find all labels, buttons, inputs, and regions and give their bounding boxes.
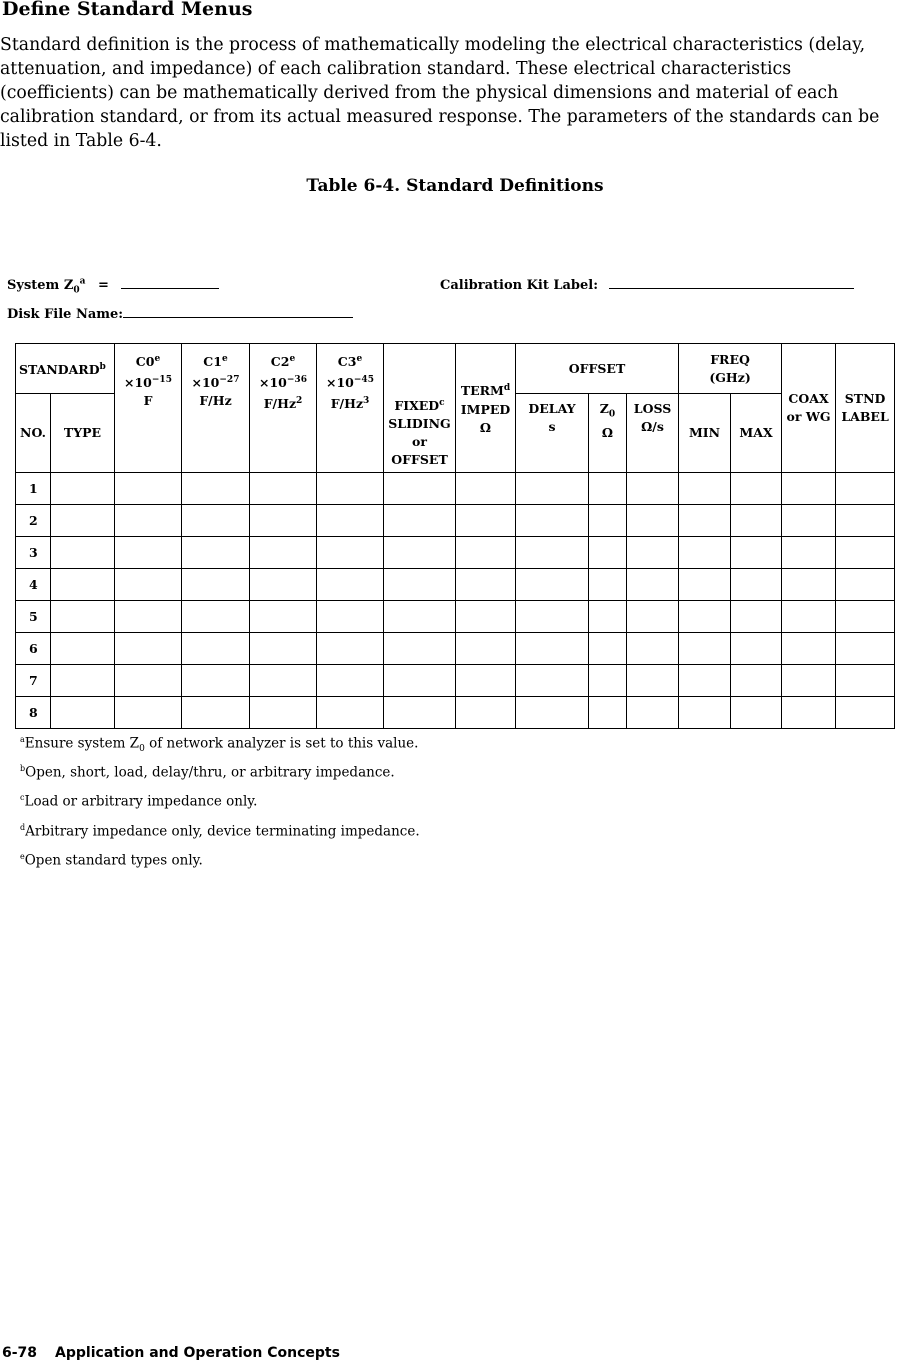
table-cell[interactable] <box>679 473 731 505</box>
footnote-text-tail: of network analyzer is set to this value. <box>144 735 419 752</box>
table-cell[interactable] <box>589 665 627 697</box>
table-cell[interactable] <box>115 697 182 729</box>
row-number: 7 <box>16 665 51 697</box>
header-c1: $C1^e$ $\times 10^{-27}$ F/Hz <box>182 344 250 473</box>
footer-title: Application and Operation Concepts <box>55 1345 340 1361</box>
table-cell[interactable] <box>317 697 384 729</box>
table-cell[interactable] <box>679 601 731 633</box>
row-number: 4 <box>16 569 51 601</box>
table-cell[interactable] <box>627 473 679 505</box>
header-loss: LOSS Ω/s <box>627 394 679 473</box>
table-cell[interactable] <box>782 473 836 505</box>
table-cell[interactable] <box>182 665 250 697</box>
table-cell[interactable] <box>679 505 731 537</box>
table-cell[interactable] <box>731 537 782 569</box>
table-cell[interactable] <box>115 665 182 697</box>
table-cell[interactable] <box>731 569 782 601</box>
table-cell[interactable] <box>115 601 182 633</box>
section-heading: Define Standard Menus <box>2 0 253 20</box>
table-cell[interactable] <box>516 569 589 601</box>
table-cell[interactable] <box>317 633 384 665</box>
table-cell[interactable] <box>627 665 679 697</box>
header-freq: FREQ (GHz) <box>679 344 782 394</box>
table-cell[interactable] <box>384 697 456 729</box>
table-cell[interactable] <box>456 537 516 569</box>
system-z0-blank[interactable] <box>121 276 219 289</box>
table-cell[interactable] <box>456 697 516 729</box>
row-number: 8 <box>16 697 51 729</box>
table-cell[interactable] <box>782 665 836 697</box>
table-cell[interactable] <box>516 473 589 505</box>
header-c2: $C2^e$ $\times 10^{-36}$ F/Hz$^2$ <box>250 344 317 473</box>
cal-kit-label-field: Calibration Kit Label: <box>440 276 854 293</box>
page-footer <box>2 1345 340 1361</box>
header-delay: DELAY s <box>516 394 589 473</box>
table-cell[interactable] <box>836 633 895 665</box>
footnote <box>20 788 420 817</box>
footnote-text: Open, short, load, delay/thru, or arbitrary impedance. <box>25 764 395 781</box>
table-cell[interactable] <box>182 537 250 569</box>
footnote <box>20 759 420 788</box>
table-row <box>16 601 895 633</box>
table-cell[interactable] <box>836 505 895 537</box>
header-offset: OFFSET <box>516 344 679 394</box>
table-cell[interactable] <box>589 633 627 665</box>
table-cell[interactable] <box>51 697 115 729</box>
table-cell[interactable] <box>51 569 115 601</box>
table-cell[interactable] <box>182 569 250 601</box>
table-cell[interactable] <box>627 505 679 537</box>
table-cell[interactable] <box>679 697 731 729</box>
table-cell[interactable] <box>456 633 516 665</box>
table-cell[interactable] <box>384 473 456 505</box>
table-cell[interactable] <box>589 601 627 633</box>
table-cell[interactable] <box>182 505 250 537</box>
header-standard: STANDARD$^b$ <box>16 344 115 394</box>
table-cell[interactable] <box>782 633 836 665</box>
table-cell[interactable] <box>679 569 731 601</box>
table-cell[interactable] <box>182 601 250 633</box>
footnote-text: Open standard types only. <box>24 852 203 869</box>
footnote-mark: b <box>20 764 26 774</box>
table-cell[interactable] <box>836 665 895 697</box>
table-cell[interactable] <box>627 537 679 569</box>
table-cell[interactable] <box>250 697 317 729</box>
table-cell[interactable] <box>782 537 836 569</box>
table-cell[interactable] <box>456 601 516 633</box>
table-cell[interactable] <box>836 697 895 729</box>
table-cell[interactable] <box>51 505 115 537</box>
table-cell[interactable] <box>384 633 456 665</box>
table-row <box>16 569 895 601</box>
table-cell[interactable] <box>627 697 679 729</box>
header-stnd-label: STND LABEL <box>836 344 895 473</box>
table-cell[interactable] <box>679 633 731 665</box>
table-cell[interactable] <box>384 537 456 569</box>
table-cell[interactable] <box>317 601 384 633</box>
table-cell[interactable] <box>456 473 516 505</box>
table-cell[interactable] <box>589 505 627 537</box>
standard-definitions-table <box>15 343 895 729</box>
table-cell[interactable] <box>627 569 679 601</box>
footnote-subscript: 0 <box>139 744 145 755</box>
table-cell[interactable] <box>250 633 317 665</box>
table-cell[interactable] <box>250 537 317 569</box>
system-z0-field: System $Z_0^a$ = <box>7 276 219 296</box>
table-cell[interactable] <box>516 537 589 569</box>
table-cell[interactable] <box>731 665 782 697</box>
header-term-imped: TERM$^d$ IMPED Ω <box>456 344 516 473</box>
header-type: TYPE <box>51 394 115 473</box>
table-cell[interactable] <box>782 697 836 729</box>
table-cell[interactable] <box>51 633 115 665</box>
table-cell[interactable] <box>51 665 115 697</box>
table-cell[interactable] <box>182 633 250 665</box>
table-cell[interactable] <box>456 505 516 537</box>
table-cell[interactable] <box>782 505 836 537</box>
table-row <box>16 665 895 697</box>
header-max: MAX <box>731 394 782 473</box>
table-cell[interactable] <box>731 697 782 729</box>
table-cell[interactable] <box>182 473 250 505</box>
table-row <box>16 505 895 537</box>
table-row <box>16 633 895 665</box>
table-cell[interactable] <box>250 569 317 601</box>
table-cell[interactable] <box>250 473 317 505</box>
intro-paragraph: Standard definition is the process of mathematically modeling the electrical characteristics (delay, attenuation, and impedance) of each calibration standard. These electrical characteristics (coefficients) can be mathematically derived from the physical dimensions and material of each calibration standard, or from its actual measured response. The parameters of the standards can be listed in Table 6-4. <box>0 35 880 151</box>
header-c0: $C0^e$ $\times 10^{-15}$ F <box>115 344 182 473</box>
footnote-text: Ensure system Z <box>24 735 140 752</box>
table-caption: Table 6-4. Standard Definitions <box>306 176 604 196</box>
table-cell[interactable] <box>516 601 589 633</box>
table-cell[interactable] <box>384 665 456 697</box>
table-cell[interactable] <box>250 665 317 697</box>
table-cell[interactable] <box>317 665 384 697</box>
row-number: 1 <box>16 473 51 505</box>
header-coax-wg: COAX or WG <box>782 344 836 473</box>
table-cell[interactable] <box>731 505 782 537</box>
footnote-text: Arbitrary impedance only, device terminating impedance. <box>25 823 420 840</box>
header-no: NO. <box>16 394 51 473</box>
table-cell[interactable] <box>589 537 627 569</box>
table-cell[interactable] <box>115 633 182 665</box>
table-row <box>16 537 895 569</box>
table-cell[interactable] <box>836 569 895 601</box>
table-row <box>16 697 895 729</box>
table-row <box>16 473 895 505</box>
footnote-text: Load or arbitrary impedance only. <box>24 793 258 810</box>
footnote-mark: d <box>20 822 26 832</box>
row-number: 6 <box>16 633 51 665</box>
table-cell[interactable] <box>589 473 627 505</box>
table-cell[interactable] <box>731 633 782 665</box>
table-body <box>16 473 895 729</box>
table-cell[interactable] <box>51 601 115 633</box>
header-c3: $C3^e$ $\times 10^{-45}$ F/Hz$^3$ <box>317 344 384 473</box>
row-number: 5 <box>16 601 51 633</box>
footnote <box>20 730 420 759</box>
table-cell[interactable] <box>115 473 182 505</box>
table-cell[interactable] <box>731 473 782 505</box>
footnote <box>20 818 420 847</box>
table-cell[interactable] <box>51 473 115 505</box>
table-cell[interactable] <box>516 505 589 537</box>
table-cell[interactable] <box>384 569 456 601</box>
table-cell[interactable] <box>731 601 782 633</box>
disk-file-name-blank[interactable] <box>123 305 353 318</box>
footnote-mark: e <box>20 851 25 861</box>
table-cell[interactable] <box>182 697 250 729</box>
cal-kit-label-blank[interactable] <box>609 276 854 289</box>
table-cell[interactable] <box>516 633 589 665</box>
table-cell[interactable] <box>317 537 384 569</box>
footnote-mark: c <box>20 793 25 803</box>
table-cell[interactable] <box>516 697 589 729</box>
row-number: 3 <box>16 537 51 569</box>
table-cell[interactable] <box>384 601 456 633</box>
table-cell[interactable] <box>456 665 516 697</box>
table-cell[interactable] <box>589 569 627 601</box>
disk-file-name-field: Disk File Name: <box>7 305 353 322</box>
table-cell[interactable] <box>516 665 589 697</box>
table-cell[interactable] <box>51 537 115 569</box>
page-number: 6-78 <box>2 1345 38 1361</box>
table-cell[interactable] <box>679 665 731 697</box>
table-cell[interactable] <box>384 505 456 537</box>
table-cell[interactable] <box>836 601 895 633</box>
footnote-mark: a <box>20 735 25 744</box>
table-cell[interactable] <box>250 601 317 633</box>
table-cell[interactable] <box>782 569 836 601</box>
table-cell[interactable] <box>456 569 516 601</box>
header-fixed-sliding-offset: FIXED$^c$ SLIDING or OFFSET <box>384 344 456 473</box>
table-cell[interactable] <box>115 569 182 601</box>
table-cell[interactable] <box>250 505 317 537</box>
header-min: MIN <box>679 394 731 473</box>
table-cell[interactable] <box>317 473 384 505</box>
footnotes <box>20 730 420 876</box>
header-z0: $Z_0$ Ω <box>589 394 627 473</box>
table-cell[interactable] <box>679 537 731 569</box>
table-cell[interactable] <box>836 473 895 505</box>
table-cell[interactable] <box>317 505 384 537</box>
table-cell[interactable] <box>115 537 182 569</box>
row-number: 2 <box>16 505 51 537</box>
table-cell[interactable] <box>627 633 679 665</box>
table-cell[interactable] <box>627 601 679 633</box>
table-cell[interactable] <box>836 537 895 569</box>
footnote <box>20 847 420 876</box>
table-cell[interactable] <box>782 601 836 633</box>
table-cell[interactable] <box>317 569 384 601</box>
table-cell[interactable] <box>589 697 627 729</box>
table-cell[interactable] <box>115 505 182 537</box>
